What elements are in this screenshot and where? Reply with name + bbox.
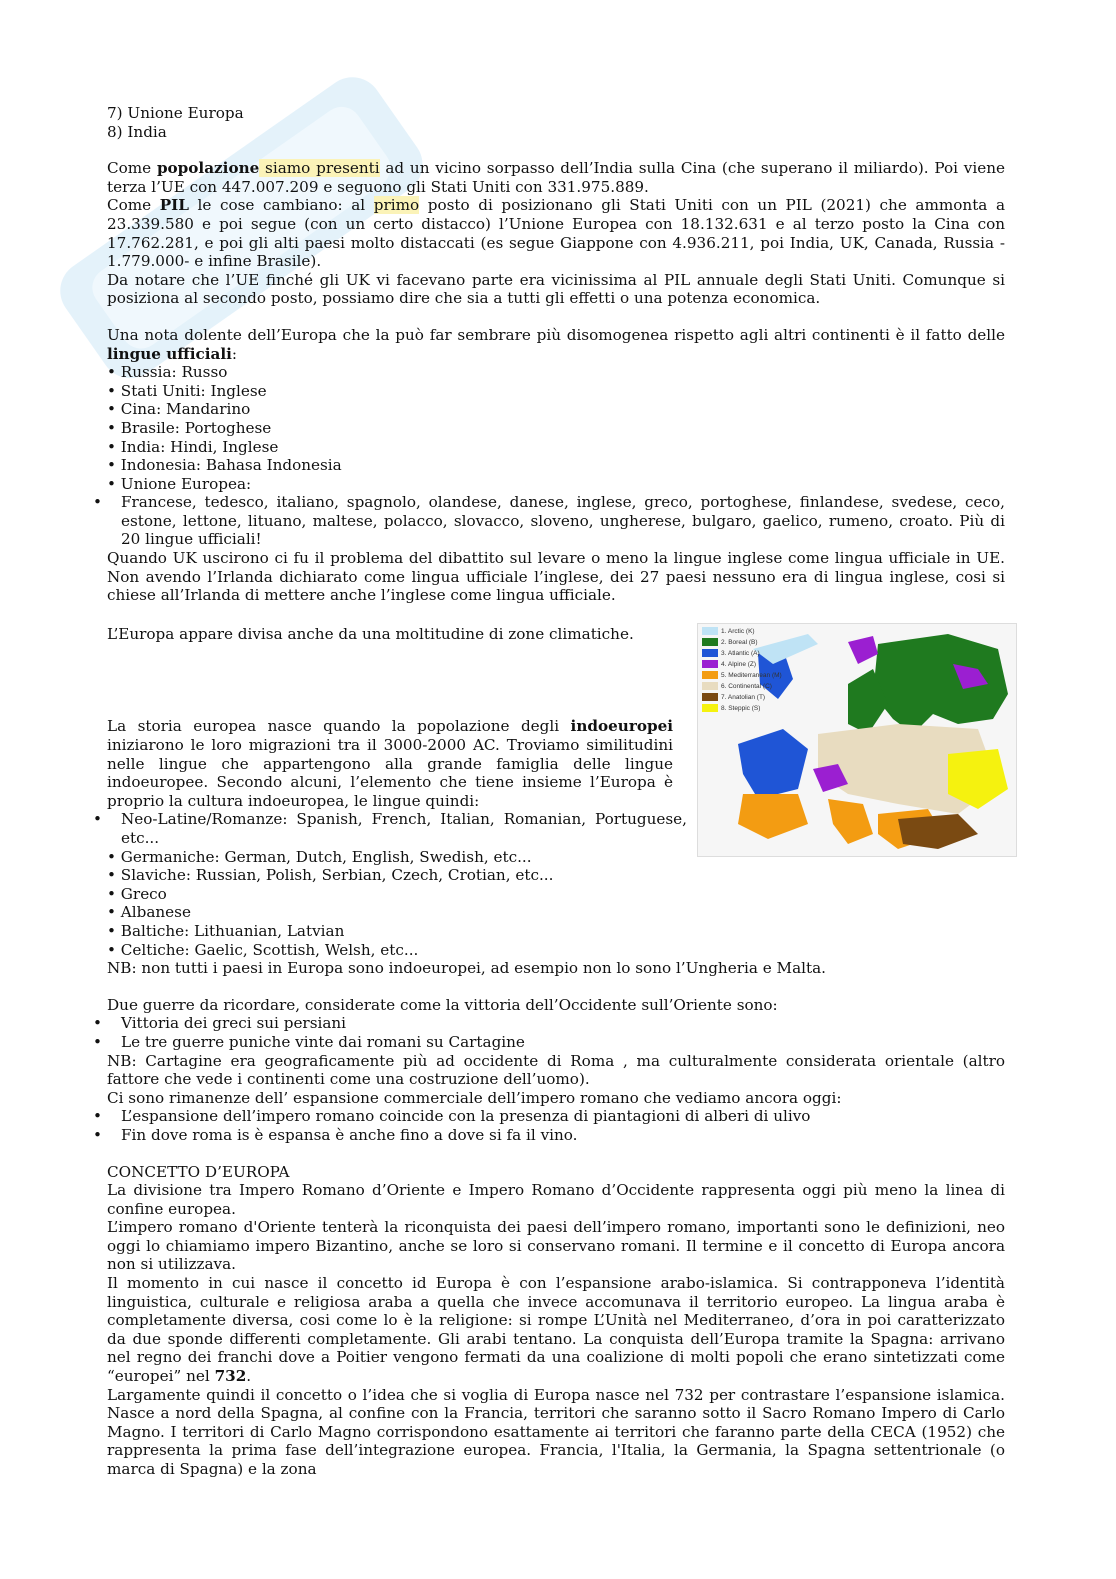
- pil-paragraph: Come PIL le cose cambiano: al primo posto di posizionano gli Stati Uniti con un PIL (2021) che ammonta a 23.339.580 e poi segue (con un certo distacco) l’Unione Europea con 18.132.631 e al terzo posto la Cina con 17.762.281, e poi gli alti paesi molto distaccati (es segue Giappone con 4.936.211, poi India, UK, Canada, Russia - 1.779.000- e infine Brasile).: [107, 196, 1005, 271]
- nb-paragraph: NB: Cartagine era geograficamente più ad occidente di Roma , ma culturalmente considerata orientale (altro fattore che vede i continenti come una costruzione dell’uomo).: [107, 1051, 1005, 1089]
- legend-entry: 7. Anatolian (T): [702, 692, 782, 703]
- list-item: • Vittoria dei greci sui persiani: [93, 1014, 347, 1033]
- uk-lingua-paragraph: Quando UK uscirono ci fu il problema del dibattito sul levare o meno la lingue inglese come lingua ufficiale in UE. Non avendo l’Irlanda dichiarato come lingua ufficiale l’inglese, dei 27 paesi nessuno era di lingua inglese, cosi si chiese all’Irlanda di mettere anche l’inglese come lingua ufficiale.: [107, 549, 1005, 605]
- concetto-paragraph: Il momento in cui nasce il concetto id Europa è con l’espansione arabo-islamica. Si contrapponeva l’identità linguistica, culturale e religiosa araba a quella che invece accomunava il territorio europeo. La lingua araba è completamente diversa, cosi come lo è la religione: si rompe L’Unità nel Mediterraneo, d’ora in poi caratterizzato da due sponde differenti completamente. Gli arabi tentano. La conquista dell’Europa tramite la Spagna: arrivano nel regno dei franchi dove a Poitier vengono fermati da una coalizione di molti popoli che erano sintetizzati come “europei” nel 732.: [107, 1274, 1005, 1386]
- legend-entry: 8. Steppic (S): [702, 703, 782, 714]
- list-item: • India: Hindi, Inglese: [107, 437, 279, 456]
- list-item: • Neo-Latine/Romanze: Spanish, French, Italian, Romanian, Portuguese, etc...: [93, 810, 687, 847]
- legend-entry: 5. Mediterranean (M): [702, 670, 782, 681]
- list-item: • Celtiche: Gaelic, Scottish, Welsh, etc...: [107, 940, 419, 959]
- legend-entry: 6. Continental (C): [702, 681, 782, 692]
- list-item: • Albanese: [107, 903, 191, 922]
- list-item: • Brasile: Portoghese: [107, 418, 272, 437]
- list-item: • Indonesia: Bahasa Indonesia: [107, 456, 342, 475]
- concetto-paragraph: L’impero romano d'Oriente tenterà la riconquista dei paesi dell’impero romano, importanti sono le definizioni, neo oggi lo chiamiamo impero Bizantino, anche se loro si conservano romani. Il termine e il concetto di Europa ancora non si utilizzava.: [107, 1218, 1005, 1274]
- legend-entry: 1. Arctic (K): [702, 626, 782, 637]
- list-item: • Fin dove roma is è espansa è anche fino a dove si fa il vino.: [93, 1125, 578, 1144]
- section-title: CONCETTO D’EUROPA: [107, 1162, 290, 1181]
- guerre-paragraph: Due guerre da ricordare, considerate come la vittoria dell’Occidente sull’Oriente sono:: [107, 995, 778, 1014]
- legend-entry: 2. Boreal (B): [702, 637, 782, 648]
- list-item: • Russia: Russo: [107, 363, 228, 382]
- indoeuropei-paragraph: La storia europea nasce quando la popolazione degli indoeuropei iniziarono le loro migrazioni tra il 3000-2000 AC. Troviamo similitudini nelle lingue che appartengono alla grande famiglia delle lingue indoeuropee. Secondo alcuni, l’elemento che tiene insieme l’Europa è proprio la cultura indoeuropea, le lingue quindi:: [107, 717, 673, 810]
- legend-entry: 3. Atlantic (A): [702, 648, 782, 659]
- list-item: • L’espansione dell’impero romano coincide con la presenza di piantagioni di alberi di ulivo: [93, 1107, 811, 1126]
- lingue-paragraph: Una nota dolente dell’Europa che la può far sembrare più disomogenea rispetto agli altri continenti è il fatto delle lingue ufficiali:: [107, 325, 1005, 363]
- climate-paragraph: L’Europa appare divisa anche da una moltitudine di zone climatiche.: [107, 624, 634, 643]
- legend-entry: 4. Alpine (Z): [702, 659, 782, 670]
- climate-map: [697, 623, 1017, 857]
- list-item: • Germaniche: German, Dutch, English, Swedish, etc...: [107, 847, 532, 866]
- population-paragraph: Come popolazione siamo presenti ad un vicino sorpasso dell’India sulla Cina (che superano il miliardo). Poi viene terza l’UE con 447.007.209 e seguono gli Stati Uniti con 331.975.889.: [107, 159, 1005, 196]
- list-item: • Cina: Mandarino: [107, 400, 251, 419]
- concetto-paragraph: La divisione tra Impero Romano d’Oriente e Impero Romano d’Occidente rappresenta oggi più meno la linea di confine europea.: [107, 1181, 1005, 1218]
- uk-paragraph: Da notare che l’UE finché gli UK vi facevano parte era vicinissima al PIL annuale degli Stati Uniti. Comunque si posiziona al secondo posto, possiamo dire che sia a tutti gli effetti o una potenza economica.: [107, 270, 1005, 308]
- list-item: • Francese, tedesco, italiano, spagnolo, olandese, danese, inglese, greco, portoghese, finlandese, svedese, ceco, estone, lettone, lituano, maltese, polacco, slovacco, sloveno, ungherese, bulgaro, gaelico, rumeno, croato. Più di 20 lingue ufficiali!: [93, 493, 1005, 549]
- map-legend: [702, 626, 782, 714]
- nb-paragraph: NB: non tutti i paesi in Europa sono indoeuropei, ad esempio non lo sono l’Ungheria e Malta.: [107, 959, 826, 978]
- list-item: • Slaviche: Russian, Polish, Serbian, Czech, Crotian, etc...: [107, 866, 554, 885]
- list-item: • Baltiche: Lithuanian, Latvian: [107, 921, 345, 940]
- document-page: [93, 104, 1005, 1479]
- list-item: • Le tre guerre puniche vinte dai romani su Cartagine: [93, 1032, 525, 1051]
- list-item: • Unione Europea:: [107, 474, 252, 493]
- concetto-paragraph: Largamente quindi il concetto o l’idea che si voglia di Europa nasce nel 732 per contrastare l’espansione islamica. Nasce a nord della Spagna, al confine con la Francia, territori che saranno sotto il Sacro Romano Impero di Carlo Magno. I territori di Carlo Magno corrispondono esattamente ai territori che faranno parte della CECA (1952) che rappresenta la prima fase dell’integrazione europea. Francia, l'Italia, la Germania, la Spagna settentrionale (o marca di Spagna) e la zona: [107, 1385, 1005, 1478]
- list-item: 7) Unione Europa: [107, 104, 244, 122]
- list-item: • Greco: [107, 884, 167, 903]
- rimanenze-paragraph: Ci sono rimanenze dell’ espansione commerciale dell’impero romano che vediamo ancora oggi:: [107, 1088, 842, 1107]
- climate-section: [93, 623, 1005, 848]
- list-item: • Stati Uniti: Inglese: [107, 381, 267, 400]
- list-item: 8) India: [107, 122, 167, 141]
